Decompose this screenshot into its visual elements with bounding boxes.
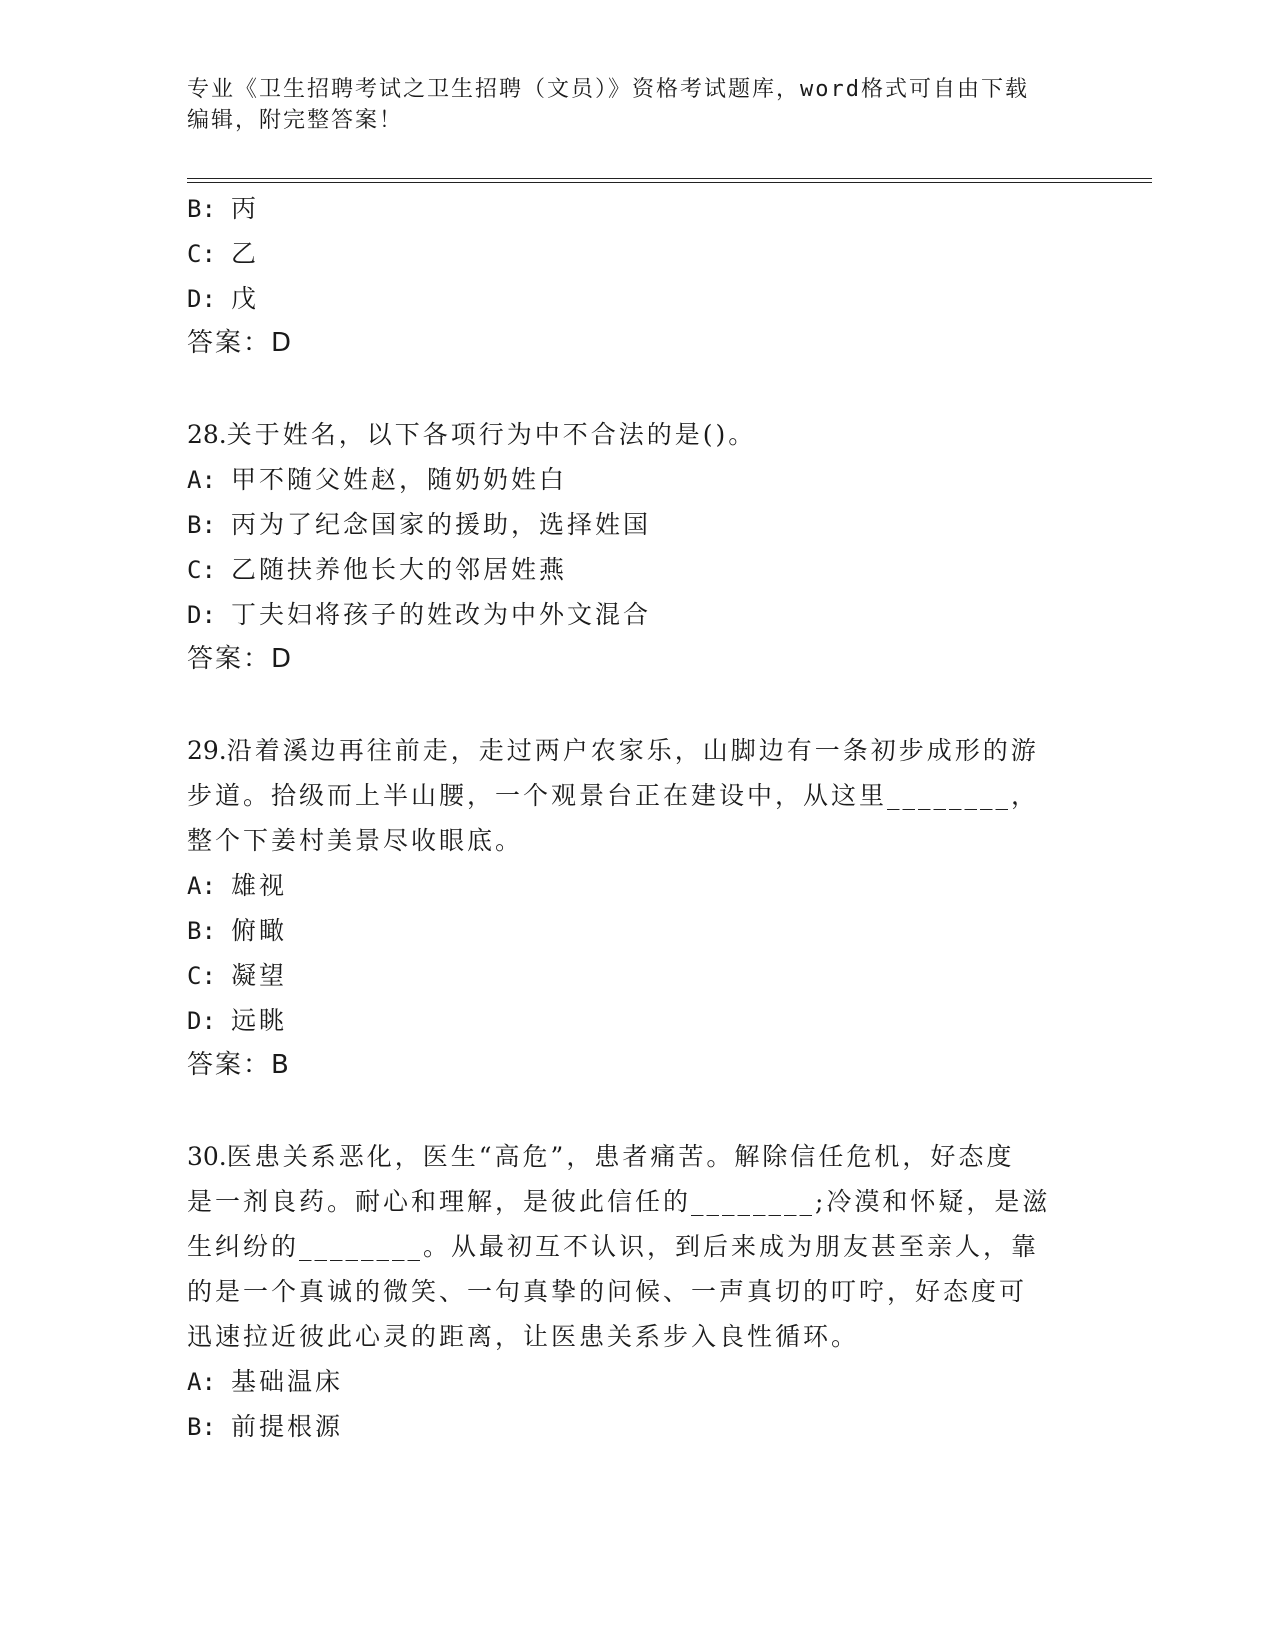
- question-spacer: [187, 682, 1087, 728]
- answer-line: 答案：D: [187, 644, 294, 674]
- stem-line: [187, 728, 1087, 773]
- option-letter: D:: [187, 601, 216, 629]
- stem-line-text: 沿着溪边再往前走，走过两户农家乐，山脚边有一条初步成形的游: [226, 736, 1039, 765]
- stem-line: 关于姓名，以下各项行为中不合法的是()。: [226, 420, 757, 449]
- option-letter: D:: [187, 1007, 216, 1035]
- question-number: 29.: [187, 736, 227, 765]
- option-b: [187, 186, 1087, 231]
- option-a: [187, 457, 1087, 502]
- option-letter: C:: [187, 556, 216, 584]
- stem-line: 的是一个真诚的微笑、一句真挚的问候、一声真切的叮咛，好态度可: [187, 1277, 1028, 1306]
- option-text: 甲不随父姓赵，随奶奶姓白: [231, 465, 568, 494]
- header-divider-bottom: [187, 182, 1152, 183]
- option-a: [187, 1359, 1087, 1404]
- question-number: 30.: [187, 1142, 227, 1171]
- stem-line: 生纠纷的________。从最初互不认识，到后来成为朋友甚至亲人，靠: [187, 1232, 1040, 1261]
- option-letter: A:: [187, 1368, 216, 1396]
- question-29: [187, 728, 1087, 1088]
- header-divider-top: [187, 178, 1152, 179]
- question-spacer: [187, 1088, 1087, 1134]
- option-b: [187, 502, 1087, 547]
- header-line-2: 编辑，附完整答案！: [187, 108, 404, 133]
- question-stem: [187, 728, 1087, 863]
- question-stem: [187, 1134, 1087, 1359]
- stem-line: 是一剂良药。耐心和理解，是彼此信任的________;冷漠和怀疑，是滋: [187, 1187, 1051, 1216]
- stem-line: 迅速拉近彼此心灵的距离，让医患关系步入良性循环。: [187, 1322, 860, 1351]
- option-letter: D:: [187, 285, 216, 313]
- question-stem: [187, 412, 1087, 457]
- stem-line: 整个下姜村美景尽收眼底。: [187, 826, 524, 855]
- option-text: 丙为了纪念国家的援助，选择姓国: [231, 510, 652, 539]
- option-text: 戊: [231, 284, 260, 313]
- question-27-tail: [187, 186, 1087, 366]
- option-letter: C:: [187, 962, 216, 990]
- question-number: 28.: [187, 420, 227, 449]
- option-text: 基础温床: [231, 1367, 344, 1396]
- question-content: [187, 186, 1087, 1449]
- option-letter: C:: [187, 240, 216, 268]
- option-d: [187, 276, 1087, 321]
- option-c: [187, 953, 1087, 998]
- option-letter: A:: [187, 466, 216, 494]
- option-text: 丁夫妇将孩子的姓改为中外文混合: [231, 600, 652, 629]
- stem-line: [187, 1134, 1087, 1179]
- stem-line: 步道。拾级而上半山腰，一个观景台正在建设中，从这里________，: [187, 781, 1040, 810]
- option-b: [187, 1404, 1087, 1449]
- option-b: [187, 908, 1087, 953]
- option-d: [187, 998, 1087, 1043]
- option-text: 乙: [231, 239, 260, 268]
- option-letter: A:: [187, 872, 216, 900]
- option-text: 前提根源: [231, 1412, 344, 1441]
- option-text: 俯瞰: [231, 916, 288, 945]
- option-d: [187, 592, 1087, 637]
- option-letter: B:: [187, 917, 216, 945]
- document-header: [187, 74, 1067, 136]
- option-c: [187, 547, 1087, 592]
- stem-line-text: 医患关系恶化，医生“高危”，患者痛苦。解除信任危机，好态度: [226, 1142, 1015, 1171]
- option-letter: B:: [187, 511, 216, 539]
- option-letter: B:: [187, 195, 216, 223]
- option-text: 乙随扶养他长大的邻居姓燕: [231, 555, 568, 584]
- option-letter: B:: [187, 1413, 216, 1441]
- option-text: 雄视: [231, 871, 288, 900]
- answer-line: 答案：D: [187, 328, 294, 358]
- option-text: 凝望: [231, 961, 288, 990]
- question-30: [187, 1134, 1087, 1449]
- option-a: [187, 863, 1087, 908]
- question-28: [187, 412, 1087, 682]
- option-c: [187, 231, 1087, 276]
- option-text: 丙: [231, 194, 260, 223]
- header-line-1: 专业《卫生招聘考试之卫生招聘（文员）》资格考试题库，word格式可自由下载: [187, 77, 1029, 102]
- answer-line: 答案：B: [187, 1050, 291, 1080]
- question-spacer: [187, 366, 1087, 412]
- option-text: 远眺: [231, 1006, 288, 1035]
